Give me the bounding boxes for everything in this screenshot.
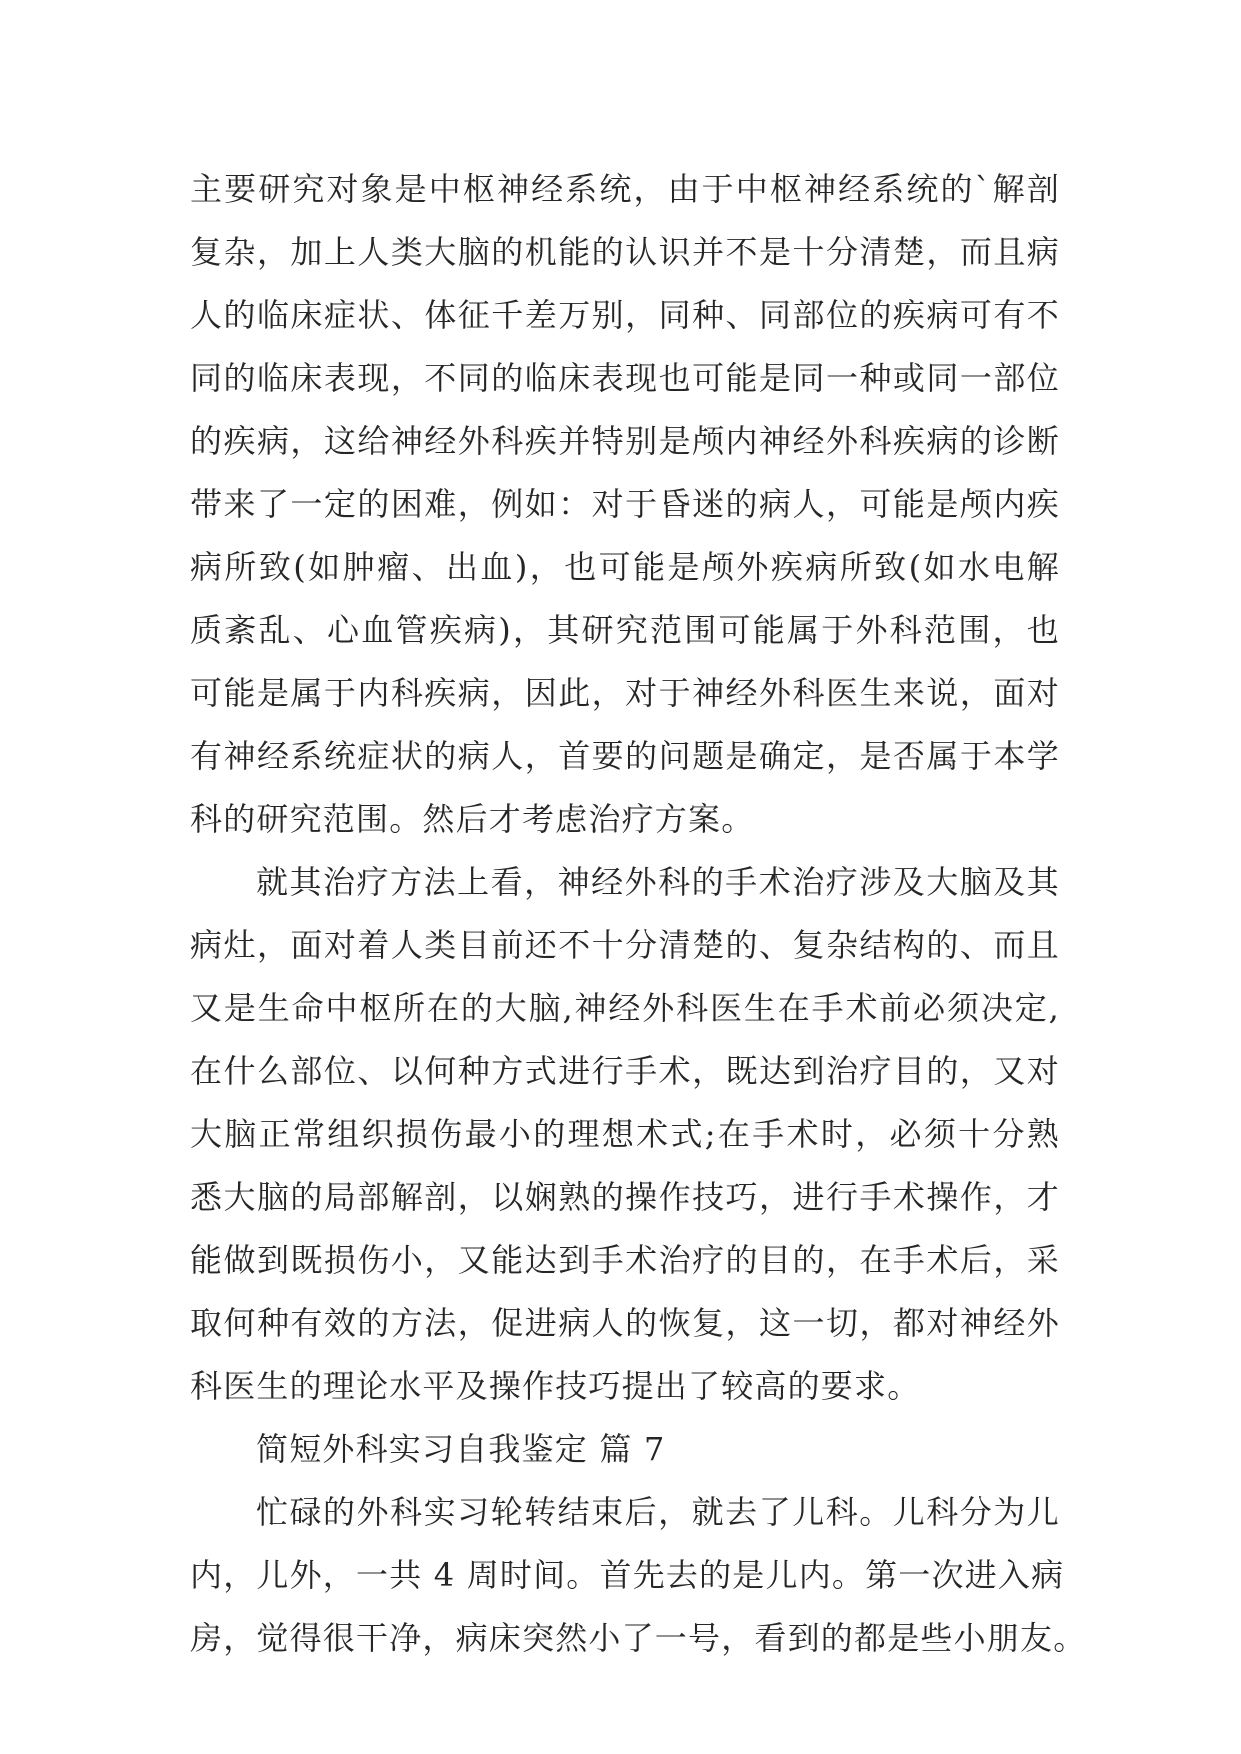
paragraph-2 bbox=[190, 851, 1060, 1418]
text-line: 同的临床表现，不同的临床表现也可能是同一种或同一部位 bbox=[190, 359, 1060, 397]
text-line: 又是生命中枢所在的大脑,神经外科医生在手术前必须决定, bbox=[190, 989, 1060, 1027]
text-line: 悉大脑的局部解剖，以娴熟的操作技巧，进行手术操作，才 bbox=[190, 1178, 1060, 1216]
text-line: 病灶，面对着人类目前还不十分清楚的、复杂结构的、而且 bbox=[190, 926, 1060, 964]
text-line: 房，觉得很干净，病床突然小了一号，看到的都是些小朋友。 bbox=[190, 1619, 1087, 1657]
text-line: 科医生的理论水平及操作技巧提出了较高的要求。 bbox=[190, 1367, 921, 1405]
text-line: 科的研究范围。然后才考虑治疗方案。 bbox=[190, 800, 755, 838]
text-line: 病所致(如肿瘤、出血)，也可能是颅外疾病所致(如水电解 bbox=[190, 548, 1060, 586]
text-line: 取何种有效的方法，促进病人的恢复，这一切，都对神经外 bbox=[190, 1304, 1060, 1342]
paragraph-1 bbox=[190, 158, 1060, 851]
text-line: 的疾病，这给神经外科疾并特别是颅内神经外科疾病的诊断 bbox=[190, 422, 1060, 460]
text-line: 能做到既损伤小，又能达到手术治疗的目的，在手术后，采 bbox=[190, 1241, 1060, 1279]
text-line: 主要研究对象是中枢神经系统，由于中枢神经系统的`解剖 bbox=[190, 170, 1060, 208]
text-line: 人的临床症状、体征千差万别，同种、同部位的疾病可有不 bbox=[190, 296, 1060, 334]
section-heading bbox=[190, 1418, 1060, 1481]
text-line: 大脑正常组织损伤最小的理想术式;在手术时，必须十分熟 bbox=[190, 1115, 1060, 1153]
text-line: 可能是属于内科疾病，因此，对于神经外科医生来说，面对 bbox=[190, 674, 1060, 712]
section-heading-text: 简短外科实习自我鉴定 篇 7 bbox=[256, 1430, 666, 1468]
text-line: 带来了一定的困难，例如：对于昏迷的病人，可能是颅内疾 bbox=[190, 485, 1060, 523]
text-line: 在什么部位、以何种方式进行手术，既达到治疗目的，又对 bbox=[190, 1052, 1060, 1090]
text-line: 忙碌的外科实习轮转结束后，就去了儿科。儿科分为儿 bbox=[256, 1493, 1060, 1531]
text-line: 内，儿外，一共 4 周时间。首先去的是儿内。第一次进入病 bbox=[190, 1556, 1065, 1594]
text-line: 就其治疗方法上看，神经外科的手术治疗涉及大脑及其 bbox=[256, 863, 1060, 901]
text-line: 复杂，加上人类大脑的机能的认识并不是十分清楚，而且病 bbox=[190, 233, 1060, 271]
text-line: 质紊乱、心血管疾病)，其研究范围可能属于外科范围，也 bbox=[190, 611, 1060, 649]
text-line: 有神经系统症状的病人，首要的问题是确定，是否属于本学 bbox=[190, 737, 1060, 775]
document-body bbox=[190, 158, 1087, 1670]
paragraph-3 bbox=[190, 1481, 1087, 1670]
